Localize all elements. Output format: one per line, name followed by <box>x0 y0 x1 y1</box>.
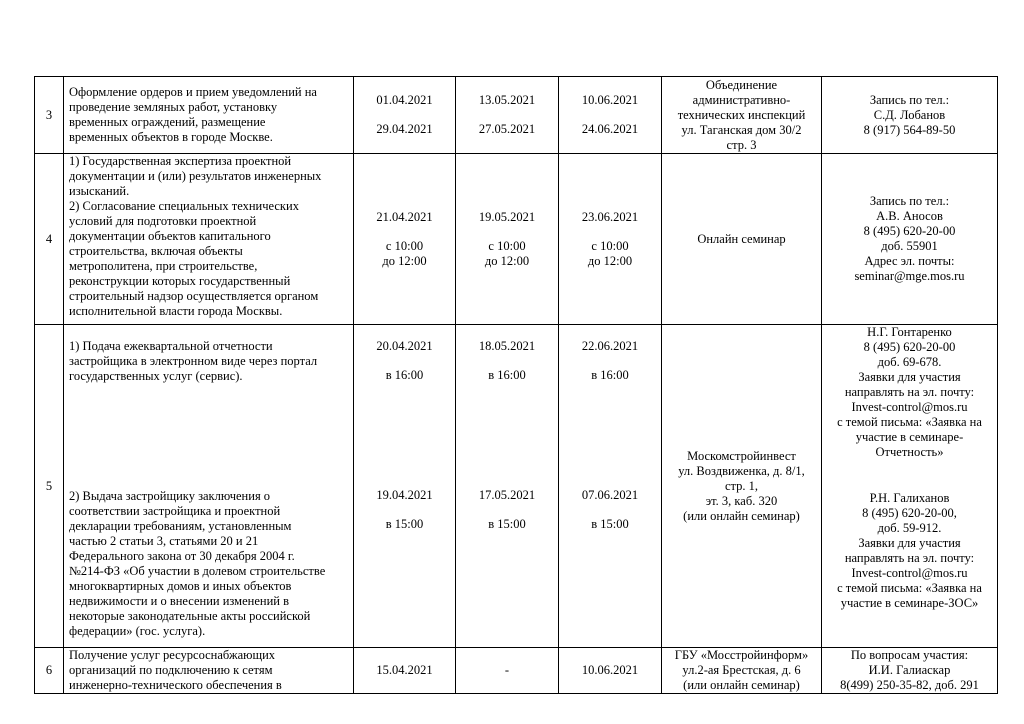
topic-cell <box>64 77 354 154</box>
date-value: 07.06.2021 <box>581 488 639 502</box>
time-value: в 15:00 <box>488 517 526 531</box>
time-value: в 16:00 <box>488 368 526 382</box>
contact-line: участие в семинаре-ЗОС» <box>840 596 979 610</box>
topic-line: федерации» (гос. услуга). <box>69 624 206 638</box>
contact-cell <box>822 648 998 694</box>
contact-line: доб. 55901 <box>881 239 938 253</box>
place-line: административно- <box>692 92 791 107</box>
place-line: ул. Воздвиженка, д. 8/1, <box>678 463 805 478</box>
topic-line: исполнительной власти города Москвы. <box>69 304 283 318</box>
topic-line: застройщика в электронном виде через портал <box>69 354 318 368</box>
contact-line: Адрес эл. почты: <box>864 254 955 268</box>
topic-line: 2) Выдача застройщику заключения о <box>69 489 271 503</box>
topic-line: Оформление ордеров и прием уведомлений на <box>69 85 317 99</box>
table-row <box>35 77 998 154</box>
row-number: 5 <box>35 325 64 648</box>
topic-line: Федерального закона от 30 декабря 2004 г. <box>69 549 295 563</box>
date-value: 10.06.2021 <box>581 93 639 107</box>
topic-line: Получение услуг ресурсоснабжающих <box>69 648 276 662</box>
contact-line: с темой письма: «Заявка на <box>837 415 982 429</box>
topic-line: государственных услуг (сервис). <box>69 369 243 383</box>
date-value: 22.06.2021 <box>581 339 639 353</box>
topic-line: временных объектов в городе Москве. <box>69 130 273 144</box>
place-cell <box>662 154 822 325</box>
date-cell <box>354 77 456 154</box>
contact-line: направлять на эл. почту: <box>844 551 975 565</box>
contact-email: seminar@mge.mos.ru <box>854 269 965 283</box>
place-line: (или онлайн семинар) <box>683 678 800 692</box>
date-value: - <box>504 663 510 677</box>
topic-line: частью 2 статьи 3, статьями 20 и 21 <box>69 534 259 548</box>
contact-cell <box>822 325 998 648</box>
date-cell <box>559 648 662 694</box>
table-row <box>35 154 998 325</box>
time-value: в 15:00 <box>591 517 629 531</box>
date-value: 10.06.2021 <box>581 663 639 677</box>
place-line: ул.2-ая Брестская, д. 6 <box>682 663 801 677</box>
time-value: с 10:00 <box>385 238 424 253</box>
date-value: 15.04.2021 <box>376 663 433 677</box>
topic-line: временных ограждений, размещение <box>69 115 266 129</box>
place-line: стр. 1, <box>724 478 759 493</box>
contact-line: участие в семинаре- <box>855 430 964 444</box>
topic-line: документации и (или) результатов инженерных <box>69 169 322 183</box>
contact-line: Заявки для участия <box>858 370 961 384</box>
contact-line: А.В. Аносов <box>876 209 943 223</box>
contact-cell <box>822 77 998 154</box>
table-row <box>35 325 998 648</box>
topic-line: организаций по подключению к сетям <box>69 663 273 677</box>
date-value: 13.05.2021 <box>478 93 536 107</box>
row-number: 3 <box>35 77 64 154</box>
topic-line: документации объектов капитального <box>69 229 271 243</box>
date-value: 23.06.2021 <box>581 209 639 224</box>
date-cell <box>456 154 559 325</box>
date-value: 21.04.2021 <box>376 209 433 224</box>
date-value: 18.05.2021 <box>478 339 536 353</box>
date-value: 24.06.2021 <box>581 122 639 136</box>
time-value: в 16:00 <box>591 368 629 382</box>
date-cell <box>456 77 559 154</box>
row-number: 6 <box>35 648 64 694</box>
contact-line: Запись по тел.: <box>869 92 950 107</box>
date-cell <box>354 648 456 694</box>
time-value: до 12:00 <box>484 253 530 268</box>
topic-line: изысканий. <box>69 184 130 198</box>
topic-line: проведение земляных работ, установку <box>69 100 278 114</box>
date-value: 01.04.2021 <box>376 93 433 107</box>
row-number: 4 <box>35 154 64 325</box>
contact-line: 8 (917) 564-89-50 <box>863 122 956 137</box>
date-value: 29.04.2021 <box>376 122 433 136</box>
place-line: Объединение <box>705 77 778 92</box>
topic-cell <box>64 648 354 694</box>
date-value: 27.05.2021 <box>478 122 536 136</box>
time-value: до 12:00 <box>587 253 633 268</box>
contact-email: Invest-control@mos.ru <box>851 566 968 580</box>
topic-line: реконструкции которых государственный <box>69 274 291 288</box>
time-value: с 10:00 <box>488 238 526 253</box>
time-value: до 12:00 <box>382 253 427 268</box>
topic-line: инженерно-технического обеспечения в <box>69 678 282 692</box>
contact-line: Запись по тел.: <box>869 194 950 208</box>
topic-line: условий для подготовки проектной <box>69 214 257 228</box>
topic-line: 1) Подача ежеквартальной отчетности <box>69 339 273 353</box>
contact-line: Р.Н. Галиханов <box>869 491 950 505</box>
date-cell <box>354 325 456 648</box>
date-value: 20.04.2021 <box>376 339 433 353</box>
contact-email: Invest-control@mos.ru <box>851 400 968 414</box>
topic-line: №214-ФЗ «Об участии в долевом строительстве <box>69 564 326 578</box>
contact-line: направлять на эл. почту: <box>844 385 975 399</box>
topic-cell <box>64 154 354 325</box>
table-row <box>35 648 998 694</box>
place-cell <box>662 77 822 154</box>
time-value: в 16:00 <box>385 368 424 382</box>
place-line: технических инспекций <box>677 107 806 122</box>
contact-line: доб. 69-678. <box>877 355 942 369</box>
date-cell <box>559 154 662 325</box>
contact-line: 8 (495) 620-20-00 <box>863 224 956 238</box>
topic-line: строительный надзор осуществляется органом <box>69 289 319 303</box>
contact-line: И.И. Галиаскар <box>868 663 951 677</box>
time-value: в 15:00 <box>385 517 424 531</box>
topic-line: строительства, включая объекты <box>69 244 243 258</box>
seminar-schedule-table <box>34 76 998 694</box>
time-value: с 10:00 <box>591 238 629 253</box>
date-cell <box>559 325 662 648</box>
contact-line: Заявки для участия <box>858 536 961 550</box>
contact-line: с темой письма: «Заявка на <box>837 581 982 595</box>
topic-line: соответствии застройщика и проектной <box>69 504 281 518</box>
topic-cell <box>64 325 354 648</box>
place-line: эт. 3, каб. 320 <box>705 493 778 508</box>
topic-line: некоторые законодательные акты российской <box>69 609 311 623</box>
contact-line: доб. 59-912. <box>877 521 942 535</box>
date-value: 17.05.2021 <box>478 488 536 502</box>
date-cell <box>354 154 456 325</box>
contact-line: Н.Г. Гонтаренко <box>867 325 952 339</box>
contact-cell <box>822 154 998 325</box>
contact-line: С.Д. Лобанов <box>873 107 946 122</box>
place-line: Москомстройинвест <box>687 448 796 463</box>
date-cell <box>559 77 662 154</box>
contact-line: Отчетность» <box>875 445 944 459</box>
topic-line: недвижимости и о внесении изменений в <box>69 594 289 608</box>
place-cell <box>662 648 822 694</box>
topic-line: 1) Государственная экспертиза проектной <box>69 154 292 168</box>
place-line: ГБУ «Мосстройинформ» <box>674 648 809 662</box>
place-line: стр. 3 <box>726 137 757 152</box>
date-value: 19.05.2021 <box>478 209 536 224</box>
place-cell <box>662 325 822 648</box>
contact-line: По вопросам участия: <box>850 648 969 662</box>
contact-line: 8(499) 250-35-82, доб. 291 <box>840 678 979 692</box>
place-line: ул. Таганская дом 30/2 <box>681 122 802 137</box>
topic-line: многоквартирных домов и иных объектов <box>69 579 292 593</box>
place-line: Онлайн семинар <box>697 231 786 246</box>
date-value: 19.04.2021 <box>376 488 433 502</box>
date-cell <box>456 325 559 648</box>
topic-line: декларации требованиям, установленным <box>69 519 292 533</box>
place-line: (или онлайн семинар) <box>683 508 800 523</box>
date-cell <box>456 648 559 694</box>
topic-line: метрополитена, при строительстве, <box>69 259 258 273</box>
topic-line: 2) Согласование специальных технических <box>69 199 299 213</box>
contact-line: 8 (495) 620-20-00, <box>862 506 957 520</box>
contact-line: 8 (495) 620-20-00 <box>863 340 956 354</box>
